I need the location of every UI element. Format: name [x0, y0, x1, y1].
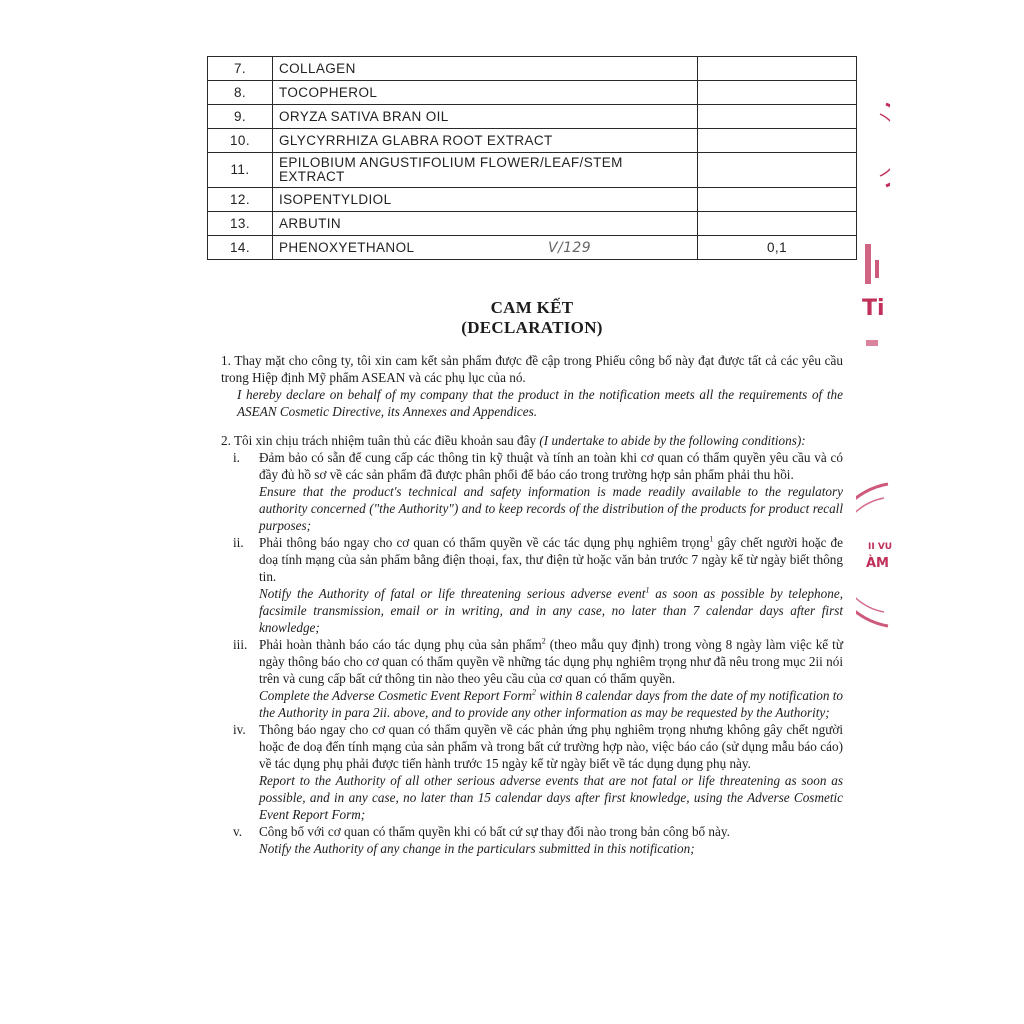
- ingredient-concentration: [698, 81, 857, 105]
- condition-item-v: [221, 823, 843, 857]
- item-en: Complete the Adverse Cosmetic Event Report Form$^2$ within 8 calendar days from the date of my notification to the Authority in para 2ii. above, and to provide any other information as may be requested by the Authority;: [259, 687, 843, 720]
- ingredient-concentration: [698, 129, 857, 153]
- row-number: 8.: [208, 81, 273, 105]
- item-en: Ensure that the product's technical and safety information is made readily available to the regulatory authority concerned ("the Authority") and to keep records of the distribution of the products for product recall purposes;: [259, 484, 843, 533]
- item-en: Notify the Authority of any change in the particulars submitted in this notification;: [259, 841, 695, 856]
- item-marker: ii.: [233, 535, 244, 550]
- handwritten-note: V/129: [547, 239, 591, 256]
- table-row: [208, 129, 857, 153]
- red-stamp-top: [860, 100, 890, 190]
- item-marker: iii.: [233, 637, 248, 652]
- item-marker: iv.: [233, 722, 246, 737]
- condition-item-iv: [221, 721, 843, 823]
- paragraph-2-en: (I undertake to abide by the following conditions):: [539, 433, 806, 448]
- table-row: [208, 188, 857, 212]
- ingredient-concentration: [698, 153, 857, 188]
- row-number: 12.: [208, 188, 273, 212]
- red-stamp-fragment: ÀM: [866, 556, 889, 571]
- ingredient-concentration: 0,1: [698, 236, 857, 260]
- table-row: [208, 236, 857, 260]
- condition-item-ii: [221, 534, 843, 636]
- ingredient-name: ARBUTIN: [273, 212, 698, 236]
- ingredient-concentration: [698, 105, 857, 129]
- table-row: [208, 212, 857, 236]
- item-vi: Công bố với cơ quan có thẩm quyền khi có bất cứ sự thay đổi nào trong bản công bố này.: [259, 824, 730, 839]
- row-number: 13.: [208, 212, 273, 236]
- paragraph-2-vi: 2. Tôi xin chịu trách nhiệm tuân thủ các điều khoản sau đây: [221, 433, 537, 448]
- item-vi: Đảm bảo có sẵn để cung cấp các thông tin kỹ thuật và tính an toàn khi cơ quan có thẩm quyền yêu cầu và có đầy đủ hồ sơ về các sản phẩm đã được phân phối để báo cáo trong trường hợp sản phẩm phải thu hồi.: [259, 450, 843, 482]
- red-stamp-bottom: [856, 480, 893, 630]
- table-row: [208, 81, 857, 105]
- row-number: 11.: [208, 153, 273, 188]
- red-stamp-fragment: II VU: [868, 542, 893, 552]
- ingredient-name: TOCOPHEROL: [273, 81, 698, 105]
- row-number: 10.: [208, 129, 273, 153]
- table-row: [208, 153, 857, 188]
- declaration-body: [221, 352, 843, 857]
- ingredient-name: COLLAGEN: [273, 57, 698, 81]
- row-number: 9.: [208, 105, 273, 129]
- item-en: Notify the Authority of fatal or life threatening serious adverse event$^1$ as soon as possible by telephone, facsimile transmission, email or in writing, and in any case, no later than 7 calendar days after first knowledge;: [259, 585, 843, 635]
- declaration-title-vi: CAM KẾT: [490, 298, 574, 317]
- ingredient-name: ORYZA SATIVA BRAN OIL: [273, 105, 698, 129]
- condition-item-i: [221, 449, 843, 534]
- ingredient-name-cell: [273, 236, 698, 260]
- item-vi: Thông báo ngay cho cơ quan có thẩm quyền về các phản ứng phụ nghiêm trọng nhưng không gây chết người hoặc đe doạ đến tính mạng của sản phẩm và trong bất cứ trường hợp nào, việc báo cáo (sử dụng mẫu báo cáo) về tác dụng phụ phải được tiến hành trước 15 ngày kể từ ngày biết về tác dụng dụng phụ này.: [259, 722, 843, 771]
- row-number: 14.: [208, 236, 273, 260]
- declaration-title-en: (DECLARATION): [461, 318, 603, 337]
- ingredient-concentration: [698, 188, 857, 212]
- ingredient-concentration: [698, 57, 857, 81]
- paragraph-2: [221, 432, 843, 449]
- item-vi: Phải thông báo ngay cho cơ quan có thẩm quyền về các tác dụng phụ nghiêm trọng$^1$ gây chết người hoặc đe doạ tính mạng của sản phẩm bằng điện thoại, fax, thư điện tử hoặc văn bản trước 7 ngày kể từ ngày biết thông tin.: [259, 534, 843, 584]
- ingredient-table: [207, 56, 857, 260]
- ingredient-name: GLYCYRRHIZA GLABRA ROOT EXTRACT: [273, 129, 698, 153]
- red-stamp-side: [862, 240, 886, 350]
- ingredient-name: PHENOXYETHANOL: [279, 239, 415, 255]
- paragraph-1-en: I hereby declare on behalf of my company that the product in the notification meets all the requirements of the ASEAN Cosmetic Directive, its Annexes and Appendices.: [237, 387, 843, 419]
- item-en: Report to the Authority of all other serious adverse events that are not fatal or life threatening as soon as possible, and in any case, no later than 15 calendar days after first knowledge, using the Adverse Cosmetic Event Report Form;: [259, 773, 843, 822]
- row-number: 7.: [208, 57, 273, 81]
- red-stamp-fragment: Ti: [862, 296, 885, 321]
- item-marker: v.: [233, 824, 243, 839]
- table-row: [208, 57, 857, 81]
- table-row: [208, 105, 857, 129]
- ingredient-concentration: [698, 212, 857, 236]
- item-vi: Phải hoàn thành báo cáo tác dụng phụ của sản phẩm$^2$ (theo mẫu quy định) trong vòng 8 ngày làm việc kể từ ngày thông báo cho cơ quan có thẩm quyền về những tác dụng phụ nghiêm trọng như đã nêu trong mục 2ii nói trên và cung cấp bất cứ thông tin nào theo yêu cầu của cơ quan có thẩm quyền.: [259, 636, 843, 686]
- item-marker: i.: [233, 450, 240, 465]
- ingredient-name: ISOPENTYLDIOL: [273, 188, 698, 212]
- paragraph-1-vi: 1. Thay mặt cho công ty, tôi xin cam kết sản phẩm được đề cập trong Phiếu công bố này đạt được tất cả các yêu cầu trong Hiệp định Mỹ phẩm ASEAN và các phụ lục của nó.: [221, 353, 843, 385]
- condition-item-iii: [221, 636, 843, 721]
- ingredient-name: EPILOBIUM ANGUSTIFOLIUM FLOWER/LEAF/STEM EXTRACT: [273, 153, 698, 188]
